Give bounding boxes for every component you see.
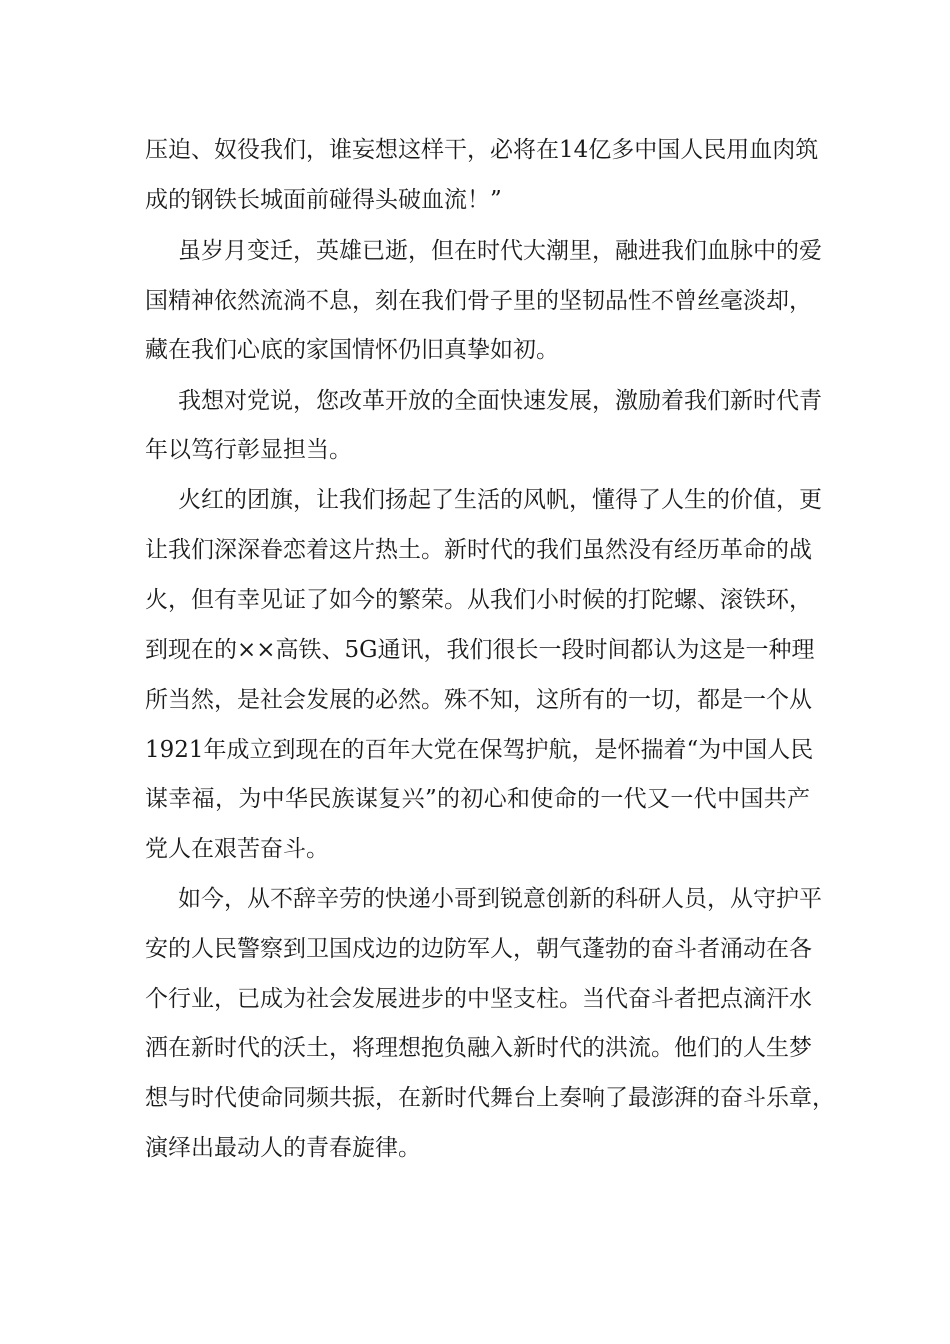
text-line: 1921年成立到现在的百年大党在保驾护航，是怀揣着“为中国人民 (145, 737, 814, 763)
text-line: 安的人民警察到卫国戍边的边防军人，朝气蓬勃的奋斗者涌动在各 (145, 936, 812, 962)
text-line: 压迫、奴役我们，谁妄想这样干，必将在14亿多中国人民用血肉筑 (145, 137, 819, 163)
text-line: 我想对党说，您改革开放的全面快速发展，激励着我们新时代青 (178, 388, 822, 414)
text-line: 个行业，已成为社会发展进步的中坚支柱。当代奋斗者把点滴汗水 (145, 986, 812, 1012)
text-line: 虽岁月变迁，英雄已逝，但在时代大潮里，融进我们血脉中的爱 (178, 238, 822, 264)
text-line: 火，但有幸见证了如今的繁荣。从我们小时候的打陀螺、滚铁环， (145, 587, 812, 613)
text-line: 火红的团旗，让我们扬起了生活的风帆，懂得了人生的价值，更 (178, 487, 822, 513)
text-line: 到现在的××高铁、5G通讯，我们很长一段时间都认为这是一种理 (145, 637, 815, 663)
text-line: 如今，从不辞辛劳的快递小哥到锐意创新的科研人员，从守护平 (178, 886, 822, 912)
text-line: 谋幸福，为中华民族谋复兴”的初心和使命的一代又一代中国共产 (145, 786, 810, 812)
text-line: 年以笃行彰显担当。 (145, 437, 352, 463)
text-line: 演绎出最动人的青春旋律。 (145, 1135, 421, 1161)
text-line: 所当然，是社会发展的必然。殊不知，这所有的一切，都是一个从 (145, 687, 812, 713)
text-line: 想与时代使命同频共振，在新时代舞台上奏响了最澎湃的奋斗乐章， (145, 1085, 835, 1111)
text-line: 国精神依然流淌不息，刻在我们骨子里的坚韧品性不曾丝毫淡却， (145, 288, 812, 314)
text-line: 洒在新时代的沃土，将理想抱负融入新时代的洪流。他们的人生梦 (145, 1035, 812, 1061)
text-line: 成的钢铁长城面前碰得头破血流！” (145, 187, 502, 213)
text-line: 党人在艰苦奋斗。 (145, 836, 329, 862)
text-line: 藏在我们心底的家国情怀仍旧真挚如初。 (145, 337, 559, 363)
text-line: 让我们深深眷恋着这片热土。新时代的我们虽然没有经历革命的战 (145, 537, 812, 563)
